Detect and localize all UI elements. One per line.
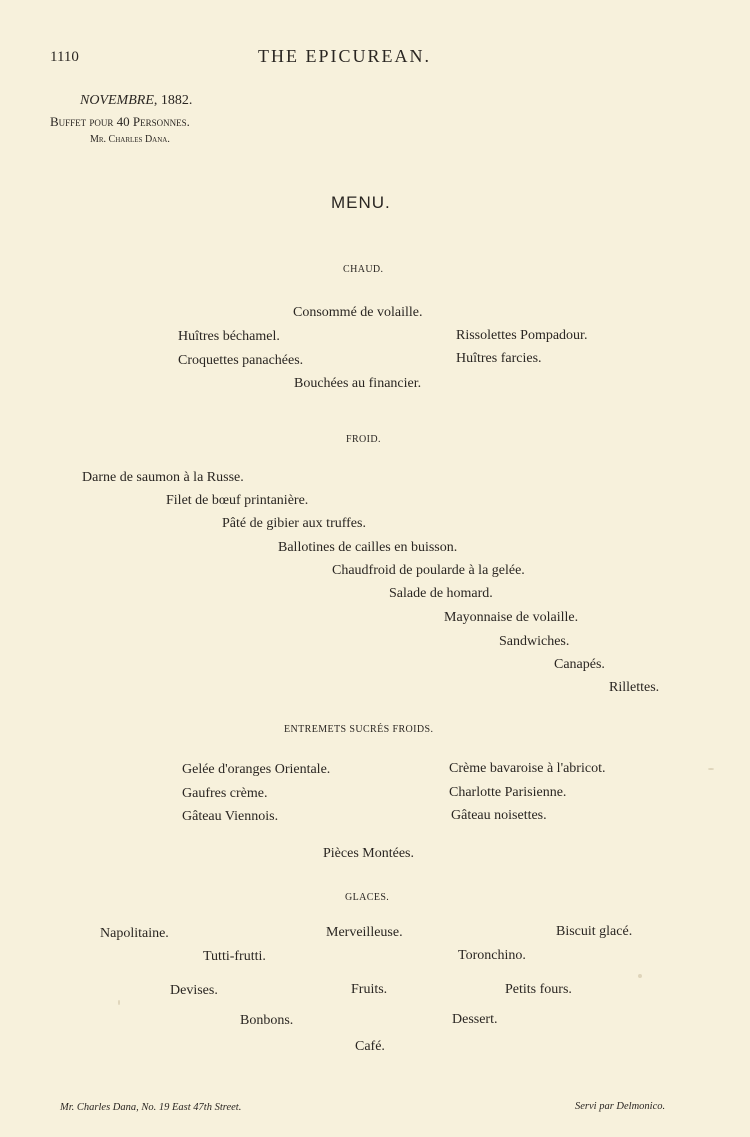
menu-item: Darne de saumon à la Russe. [82,470,244,485]
footer-servi: Servi par Delmonico. [575,1101,666,1112]
menu-item: Croquettes panachées. [178,353,304,368]
event-occasion: Buffet pour 40 Personnes. [50,114,190,129]
menu-item: Huîtres béchamel. [178,329,280,344]
menu-item: Pièces Montées. [323,846,414,861]
section-heading-entremets: ENTREMETS SUCRÉS FROIDS. [284,724,434,735]
menu-item: Bonbons. [240,1013,294,1028]
section-heading-glaces: GLACES. [345,892,390,903]
menu-item: Rillettes. [609,680,660,695]
menu-item: Dessert. [452,1012,498,1027]
menu-item: Gâteau noisettes. [451,808,547,823]
menu-item: Bouchées au financier. [294,376,422,391]
menu-item: Napolitaine. [100,926,169,941]
menu-item: Gâteau Viennois. [182,809,279,824]
menu-item: Crème bavaroise à l'abricot. [449,761,606,776]
menu-item: Pâté de gibier aux truffes. [222,516,366,531]
menu-item: Filet de bœuf printanière. [166,493,309,508]
menu-item: Devises. [170,983,218,998]
menu-item: Toronchino. [458,948,526,963]
menu-item: Mayonnaise de volaille. [444,610,579,625]
menu-item: Tutti-frutti. [203,949,266,964]
menu-item: Rissolettes Pompadour. [456,328,588,343]
date-year: , 1882. [153,93,193,108]
menu-item: Salade de homard. [389,586,493,601]
menu-item: Café. [355,1039,385,1054]
menu-item: Ballotines de cailles en buisson. [278,540,458,555]
menu-item: Gelée d'oranges Orientale. [182,762,331,777]
menu-item: Merveilleuse. [326,925,403,940]
section-heading-chaud: CHAUD. [343,264,384,275]
menu-item: Charlotte Parisienne. [449,785,567,800]
paper-speck [118,1000,120,1005]
footer-address: Mr. Charles Dana, No. 19 East 47th Street. [60,1102,242,1113]
menu-item: Consommé de volaille. [293,305,423,320]
menu-item: Huîtres farcies. [456,351,542,366]
menu-item: Canapés. [554,657,605,672]
menu-item: Biscuit glacé. [556,924,633,939]
event-host: Mr. Charles Dana. [90,134,170,145]
menu-item: Gaufres crème. [182,786,268,801]
menu-item: Chaudfroid de poularde à la gelée. [332,563,525,578]
date-month: NOVEMBRE [80,93,154,108]
menu-item: Fruits. [351,982,388,997]
menu-title: MENU. [331,193,391,212]
event-date [80,94,192,108]
paper-speck [708,768,714,770]
section-heading-froid: FROID. [346,434,381,445]
paper-speck [638,974,642,978]
page-number: 1110 [50,49,79,65]
running-title: THE EPICUREAN. [258,46,431,66]
menu-item: Petits fours. [505,982,572,997]
menu-item: Sandwiches. [499,634,570,649]
